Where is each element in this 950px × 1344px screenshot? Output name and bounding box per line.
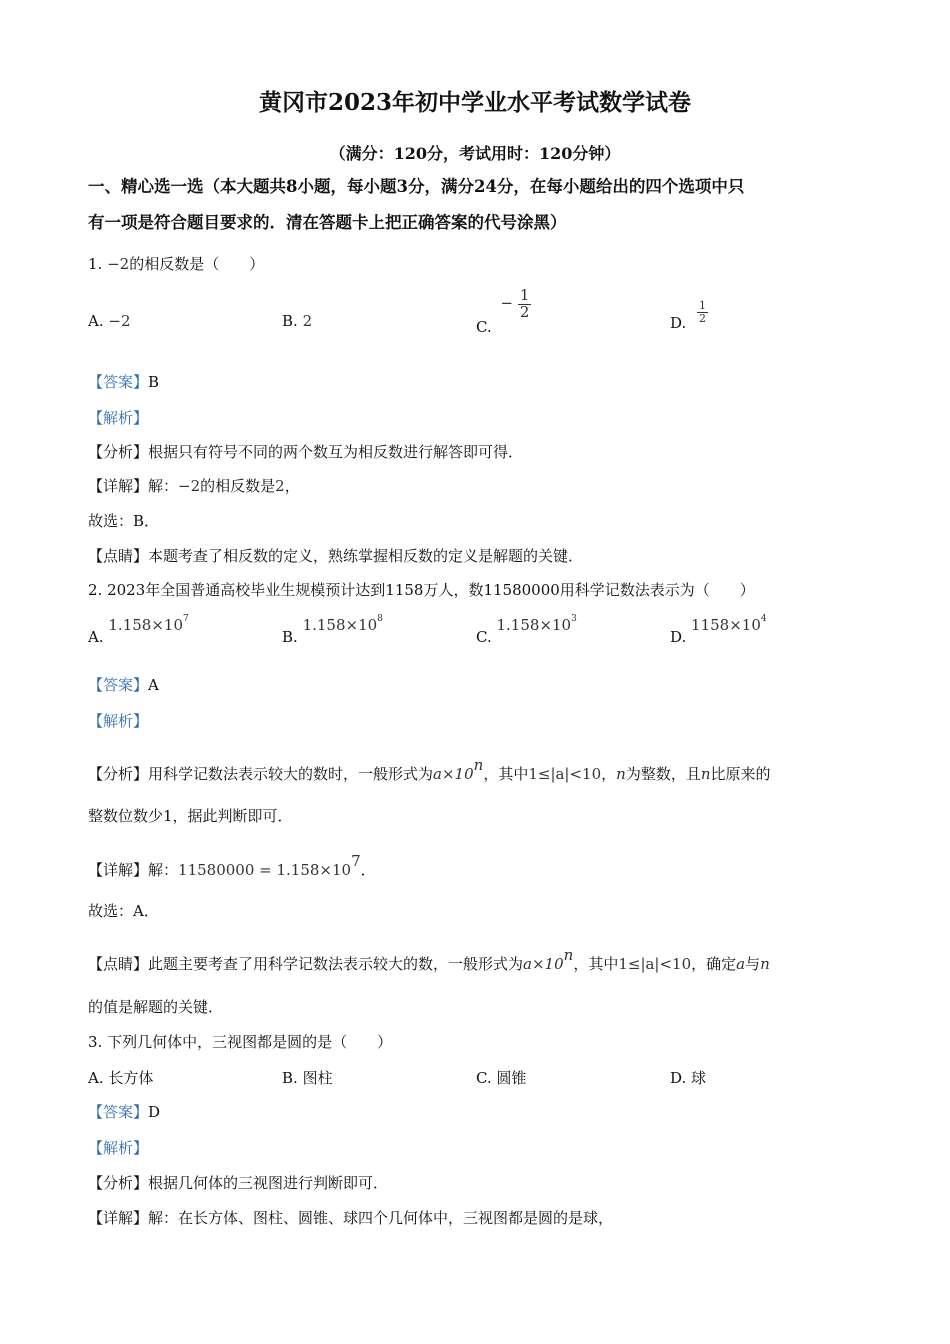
math-expression: −2 <box>178 477 201 495</box>
section-heading-line-2: 有一项是符合题目要求的．清在答题卡上把正确答案的代号涂黑） <box>88 213 567 232</box>
detail-text: ． <box>360 861 376 879</box>
question-2-detail <box>88 852 376 880</box>
analysis-tag: 【解析】 <box>88 1139 149 1157</box>
answer-value: D <box>148 1103 161 1121</box>
fraction-denominator: 2 <box>519 302 530 321</box>
sci-base: 1.158×10 <box>302 616 378 634</box>
comment-text: ，确定 <box>691 955 737 973</box>
sci-base: 1.158×10 <box>496 616 572 634</box>
fenxi-text: 比原来的 <box>710 765 771 783</box>
question-3-option-c <box>476 1067 527 1088</box>
question-2-choose: 故选：A． <box>88 902 159 920</box>
fenxi-text: 根据只有符号不同的两个数互为相反数进行解答即可得． <box>148 443 524 461</box>
fenxi-text: ，其中 <box>483 765 529 783</box>
sci-exponent: 3 <box>571 614 577 624</box>
question-1-option-c <box>476 286 531 337</box>
analysis-tag: 【解析】 <box>88 409 149 427</box>
question-1-answer <box>88 371 159 392</box>
question-2-stem <box>88 579 755 600</box>
fenxi-tag: 【分析】 <box>88 443 149 461</box>
question-2-option-d <box>670 614 767 646</box>
question-number: 3. <box>88 1033 103 1051</box>
question-3-analysis <box>88 1137 148 1158</box>
math-variable: n <box>760 955 770 973</box>
detail-tag: 【详解】 <box>88 1209 149 1227</box>
sci-exponent: 4 <box>760 614 767 624</box>
option-letter: C. <box>476 628 492 646</box>
question-3-answer <box>88 1101 160 1122</box>
answer-value: A <box>148 676 159 694</box>
comment-text: ，其中 <box>573 955 619 973</box>
detail-tag: 【详解】 <box>88 861 149 879</box>
page-subtitle: （满分：120分，考试用时：120分钟） <box>329 144 621 163</box>
sci-exponent: 7 <box>183 614 189 624</box>
answer-tag: 【答案】 <box>88 1103 149 1121</box>
option-letter: A. <box>88 1069 104 1087</box>
question-3-option-b <box>282 1067 333 1088</box>
option-value <box>497 616 577 634</box>
question-number: 2. <box>88 581 103 599</box>
comment-tag: 【点睛】 <box>88 955 149 973</box>
option-value: 图柱 <box>302 1069 333 1087</box>
question-2-option-a <box>88 614 189 646</box>
question-2-fenxi-line-2: 整数位数少1，据此判断即可． <box>88 807 293 825</box>
question-1-stem <box>88 253 264 274</box>
question-3-option-d <box>670 1067 706 1088</box>
option-letter: A. <box>88 312 104 330</box>
option-sign: − <box>500 294 514 313</box>
detail-text: 解： <box>148 477 179 495</box>
detail-tag: 【详解】 <box>88 477 149 495</box>
question-2-option-c <box>476 614 577 646</box>
fenxi-tag: 【分析】 <box>88 1174 149 1192</box>
question-text: 2023年全国普通高校毕业生规模预计达到1158万人，数11580000用科学记数法表示为（ ） <box>107 581 755 599</box>
math-expression: −2 <box>107 255 130 273</box>
comment-text: 本题考查了相反数的定义，熟练掌握相反数的定义是解题的关键． <box>148 547 584 565</box>
option-value <box>108 616 188 634</box>
question-1-option-b <box>282 312 312 330</box>
section-heading <box>88 169 868 241</box>
fenxi-text: 用科学记数法表示较大的数时，一般形式为 <box>148 765 434 783</box>
math-expression: a×10 <box>433 765 474 783</box>
option-value: 球 <box>691 1069 707 1087</box>
option-letter: B. <box>282 312 298 330</box>
question-1-fenxi <box>88 441 523 462</box>
question-1-choose: 故选：B． <box>88 512 160 530</box>
question-1-option-d <box>670 299 708 333</box>
detail-text: 的相反数是 <box>200 477 276 495</box>
fenxi-tag: 【分析】 <box>88 765 149 783</box>
question-text: 的相反数是（ ） <box>129 255 265 273</box>
math-exponent: n <box>563 946 574 964</box>
detail-text: 解：在长方体、图柱、圆锥、球四个几何体中，三视图都是圆的是球， <box>148 1209 614 1227</box>
math-expression: 1≤|a|<10 <box>528 765 602 783</box>
option-letter: B. <box>282 628 298 646</box>
option-value <box>691 616 767 634</box>
comment-text: 此题主要考查了用科学记数法表示较大的数，一般形式为 <box>148 955 524 973</box>
fraction-denominator: 2 <box>699 311 707 325</box>
option-letter: A. <box>88 628 104 646</box>
question-2-comment <box>88 946 770 974</box>
option-fraction <box>518 288 532 321</box>
math-expression: 11580000 = 1.158×10 <box>178 861 352 879</box>
math-variable: n <box>616 765 626 783</box>
option-value: 2 <box>302 312 313 330</box>
answer-tag: 【答案】 <box>88 676 149 694</box>
question-2-fenxi <box>88 756 771 784</box>
answer-tag: 【答案】 <box>88 373 149 391</box>
section-heading-line-1: 一、精心选一选（本大题共8小题，每小题3分，满分24分，在每小题给出的四个选项中只 <box>88 177 745 196</box>
option-letter: D. <box>670 628 687 646</box>
option-fraction <box>697 300 708 324</box>
question-2-comment-line-2: 的值是解题的关键． <box>88 998 224 1016</box>
math-exponent: n <box>473 756 484 774</box>
option-value: −2 <box>108 312 131 330</box>
option-letter: D. <box>670 314 687 333</box>
question-3-detail <box>88 1207 613 1228</box>
sci-base: 1158×10 <box>691 616 761 634</box>
detail-text: ， <box>284 477 300 495</box>
question-1-option-a <box>88 312 131 330</box>
question-3-option-a <box>88 1067 153 1088</box>
math-expression: a×10 <box>523 955 564 973</box>
sci-exponent: 8 <box>377 614 383 624</box>
option-letter: D. <box>670 1069 687 1087</box>
math-expression: 2 <box>275 477 285 495</box>
question-1-comment <box>88 545 583 566</box>
option-letter: C. <box>476 1069 492 1087</box>
comment-tag: 【点睛】 <box>88 547 149 565</box>
question-2-option-b <box>282 614 383 646</box>
page-title: 黄冈市2023年初中学业水平考试数学试卷 <box>258 89 691 116</box>
math-expression: 1≤|a|<10 <box>618 955 692 973</box>
answer-value: B <box>148 373 160 391</box>
question-3-stem <box>88 1031 392 1052</box>
question-2-answer <box>88 674 159 695</box>
question-3-fenxi <box>88 1172 388 1193</box>
option-value <box>303 616 383 634</box>
option-letter: C. <box>476 318 492 337</box>
math-exponent: 7 <box>351 852 361 870</box>
question-1-analysis <box>88 407 148 428</box>
fenxi-text: ， <box>601 765 617 783</box>
question-text: 下列几何体中，三视图都是圆的是（ ） <box>107 1033 393 1051</box>
question-number: 1. <box>88 255 103 273</box>
fenxi-text: 根据几何体的三视图进行判断即可． <box>148 1174 389 1192</box>
fraction-numerator: 1 <box>699 299 707 312</box>
math-variable: a <box>736 955 746 973</box>
option-letter: B. <box>282 1069 298 1087</box>
math-variable: n <box>700 765 711 783</box>
detail-text: 解： <box>148 861 179 879</box>
analysis-tag: 【解析】 <box>88 712 149 730</box>
option-value: 圆锥 <box>496 1069 527 1087</box>
question-2-analysis <box>88 710 148 731</box>
fenxi-text: 为整数，且 <box>625 765 701 783</box>
sci-base: 1.158×10 <box>108 616 183 634</box>
option-value: 长方体 <box>108 1069 154 1087</box>
comment-text: 与 <box>745 955 761 973</box>
question-1-detail <box>88 475 300 496</box>
fraction-numerator: 1 <box>519 286 530 304</box>
